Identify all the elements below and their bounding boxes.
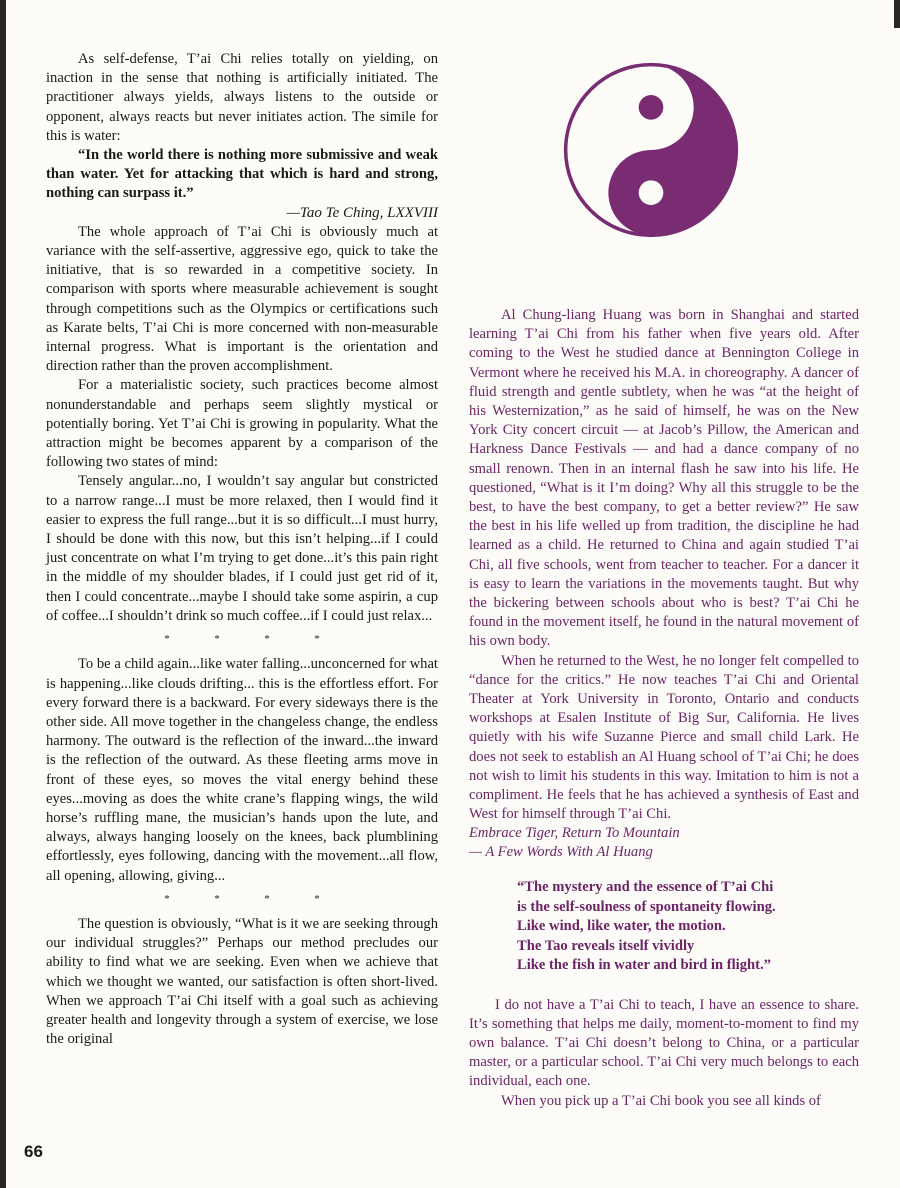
paragraph: As self-defense, T’ai Chi relies totally on yielding, on inaction in the sense that nothing is artificially initiated. The practitioner always yields, always listens to the outside or opponent, always reacts but never initiates action. The simile for this is water: [46,51,438,144]
quote-citation: —Tao Te Ching, LXXVIII [286,204,438,221]
poem-quote: “The mystery and the essence of T’ai Chi is the self-soulness of spontaneity flowing. Like wind, like water, the motion. The Tao reveals itself vividly Like the fish in water and bird in flight.” [517,879,776,974]
tao-te-ching-quote: “In the world there is nothing more submissive and weak than water. Yet for attacking that which is hard and strong, nothing can surpass it.” [46,147,438,202]
right-column [469,306,859,1111]
paragraph: For a materialistic society, such practices become almost nonunderstandable and perhaps seem slightly mystical or potentially boring. Yet T’ai Chi is growing in popularity. What the attraction might be becomes apparent by a comparison of the following two states of mind: [46,377,438,471]
paragraph: Al Chung-liang Huang was born in Shanghai and started learning T’ai Chi from his father when five years old. After coming to the West he studied dance at Bennington College in Vermont where he received his M.A. in choreography. A dancer of fluid strength and gentle subtlety, when he was “at the height of his Westernization,” as he said of himself, he was on the New York City concert circuit — at Jacob’s Pillow, the American and Harkness Dance Festivals — and had a dance company of no small renown. Then in an internal flash he saw into his life. He questioned, “What is it I’m doing? Why all this struggle to be the best, to have the best company, to get a better review?” He saw the best in his life welled up from tradition, the discipline he had learned as a child. He returned to China and again studied T’ai Chi, all five schools, went from teacher to teacher. For a dancer it is easy to learn the variations in the movements taught. But why the bickering between schools about who is best? T’ai Chi he found in the movement itself, he found in the natural movement of his own body. [469,307,859,650]
paragraph: Tensely angular...no, I wouldn’t say angular but constricted to a narrow range...I must be more relaxed, then I would find it easier to express the full range...but it is so difficult...I must hurry, I should be done with this now, but this isn’t helping...if I could just concentrate on what I’m trying to get done...it’s this pain right in the middle of my shoulder blades, if I could just get rid of it, then I could concentrate...maybe I should take some aspirin, a cup of coffee...I shouldn’t drink so much coffee...if I could just relax... [46,473,438,624]
section-separator: * * * * [164,892,320,905]
page-number: 66 [24,1142,43,1161]
paragraph: The whole approach of T’ai Chi is obviously much at variance with the self-assertive, aggressive ego, quick to take the initiative, that is so rewarded in a competitive society. In comparison with sports where measurable achievement is sought through competitions such as the Olympics or certifications such as Karate belts, T’ai Chi is more concerned with non-measurable internal progress. What is important is the orientation and direction rather than the proven accomplishment. [46,223,438,375]
paragraph: When he returned to the West, he no longer felt compelled to “dance for the critics.” He now teaches T’ai Chi and Oriental Theater at York University in Toronto, Ontario and conducts workshops at Esalen Institute of Big Sur, California. He lives quietly with his wife Suzanne Pierce and small child Lark. He does not seek to establish an Al Huang school of T’ai Chi; he does not wish to limit his students in this way. Imitation to him is not a compliment. He feels that he has achieved a synthesis of East and West for himself through T’ai Chi. [469,652,859,823]
page-edge [0,0,6,1188]
page-edge-mark [894,0,900,28]
paragraph: To be a child again...like water falling...unconcerned for what is happening...like clouds drifting... this is the effortless effort. For every forward there is a backward. For every sideways there is the other side. All move together in the changeless change, the endless harmony. The outward is the reflection of the inward...the inward is the reflection of the outward. As these fleeting arms move in front of these eyes, so moves the vital energy behind these eyes...moving as does the white crane’s flapping wings, the wild horse’s ruffling mane, the musician’s hands upon the lute, and always, always hanging loosely on the knees, back plumblining effortlessly, eyes following, dancing with the movement...all flow, all opening, allowing, giving... [46,656,438,884]
source-citation: Embrace Tiger, Return To Mountain — A Few Words With Al Huang [469,825,680,861]
yin-yang-symbol [563,62,739,238]
paragraph: When you pick up a T’ai Chi book you see all kinds of [501,1092,821,1109]
section-separator: * * * * [164,633,320,646]
paragraph: I do not have a T’ai Chi to teach, I have an essence to share. It’s something that helps me daily, moment-to-moment to find my own balance. T’ai Chi doesn’t belong to China, or a particular master, or a particular school. T’ai Chi very much belongs to each individual, each one. [469,996,859,1090]
paragraph: The question is obviously, “What is it we are seeking through our individual struggles?” Perhaps our method precludes our ability to find what we are seeking. Even when we achieve that which we thought we wanted, our satisfaction is often short-lived. When we approach T’ai Chi itself with a goal such as achieving greater health and longevity through a system of exercise, we lose the original [46,915,438,1048]
left-column [46,50,438,1049]
